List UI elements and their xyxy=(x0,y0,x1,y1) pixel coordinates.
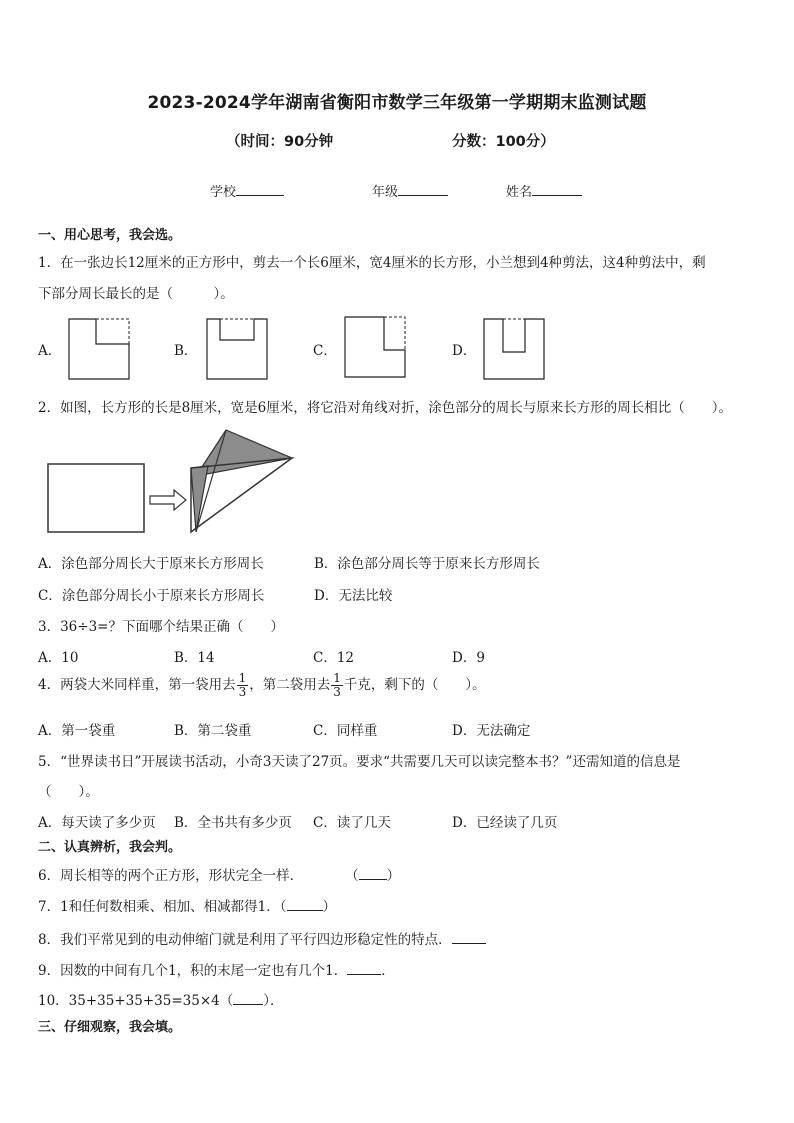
page-title: 2023-2024学年湖南省衡阳市数学三年级第一学期期末监测试题 xyxy=(147,93,647,113)
q4-part1: 4．两袋大米同样重，第一袋用去 xyxy=(38,677,236,693)
q3-option-b[interactable]: B．14 xyxy=(174,650,215,666)
q9-period: ． xyxy=(381,963,395,979)
q4-fraction-2 xyxy=(331,672,343,699)
q1-figure-c xyxy=(344,316,406,378)
q6-text xyxy=(38,864,400,884)
grade-field[interactable] xyxy=(372,181,448,200)
q2-arrow-icon xyxy=(150,490,186,510)
q2-option-d[interactable]: D．无法比较 xyxy=(314,588,393,604)
section-3-heading: 三、仔细观察，我会填。 xyxy=(38,1020,182,1035)
q2-text: 2．如图，长方形的长是8厘米，宽是6厘米，将它沿对角线对折，涂色部分的周长与原来长方形的周长相比（ ）。 xyxy=(38,400,733,416)
name-field[interactable] xyxy=(506,181,582,200)
q2-option-b[interactable]: B．涂色部分周长等于原来长方形周长 xyxy=(314,556,540,572)
q4-option-d[interactable]: D．无法确定 xyxy=(452,723,531,739)
q7-statement: 7．1和任何数相乘、相加、相减都得1．（ xyxy=(38,899,287,915)
q6-close-paren: ） xyxy=(386,868,401,884)
q6-open-paren: （ xyxy=(345,868,359,884)
q1-text-line2: 下部分周长最长的是（ ）。 xyxy=(38,286,234,302)
q2-option-a[interactable]: A．涂色部分周长大于原来长方形周长 xyxy=(38,556,264,572)
q10-close-paren: ）． xyxy=(263,993,284,1009)
exam-time: （时间：90分钟 xyxy=(226,134,334,150)
section-1-heading: 一、用心思考，我会选。 xyxy=(38,228,182,243)
q10-answer-blank[interactable] xyxy=(233,992,263,1005)
school-blank[interactable] xyxy=(236,183,284,196)
q2-figure xyxy=(46,428,298,536)
q5-option-b[interactable]: B．全书共有多少页 xyxy=(174,815,292,831)
name-blank[interactable] xyxy=(532,183,582,196)
q1-option-b-label[interactable]: B． xyxy=(174,343,198,359)
q2-original-rectangle xyxy=(48,464,144,532)
q1-option-c-label[interactable]: C． xyxy=(313,343,337,359)
q4-frac1-den: 3 xyxy=(238,685,247,699)
school-label: 学校 xyxy=(210,185,237,200)
q6-statement: 6．周长相等的两个正方形，形状完全一样． xyxy=(38,868,304,884)
q5-option-a[interactable]: A．每天读了多少页 xyxy=(38,815,156,831)
name-label: 姓名 xyxy=(506,185,533,200)
q9-text xyxy=(38,959,395,979)
q1-figure-a xyxy=(68,318,130,380)
q7-answer-blank[interactable] xyxy=(287,898,323,911)
q4-part3: 千克，剩下的（ ）。 xyxy=(343,677,486,693)
section-2-heading: 二、认真辨析，我会判。 xyxy=(38,840,182,855)
q1-figure-d xyxy=(483,318,545,380)
school-field[interactable] xyxy=(210,181,284,200)
q3-text: 3．36÷3=？下面哪个结果正确（ ） xyxy=(38,619,284,635)
grade-blank[interactable] xyxy=(398,183,448,196)
q5-option-c[interactable]: C．读了几天 xyxy=(313,815,391,831)
q1-figure-b xyxy=(206,318,268,380)
q8-text xyxy=(38,928,486,948)
q4-frac2-num: 1 xyxy=(333,671,341,685)
q4-fraction-1 xyxy=(237,672,249,699)
q8-answer-blank[interactable] xyxy=(452,931,486,944)
q4-option-a[interactable]: A．第一袋重 xyxy=(38,723,116,739)
q6-answer-blank[interactable] xyxy=(359,867,387,880)
q7-close-paren: ） xyxy=(322,899,337,915)
q4-frac2-den: 3 xyxy=(333,685,341,699)
q9-answer-blank[interactable] xyxy=(347,962,381,975)
q1-option-d-label[interactable]: D． xyxy=(452,343,477,359)
q1-text-line1: 1．在一张边长12厘米的正方形中，剪去一个长6厘米，宽4厘米的长方形，小兰想到4种剪法，这4种剪法中，剩 xyxy=(38,255,706,271)
q2-option-c[interactable]: C．涂色部分周长小于原来长方形周长 xyxy=(38,588,265,604)
q4-text xyxy=(38,672,486,699)
q5-text-line2: （ ）。 xyxy=(38,784,99,800)
q4-frac1-num: 1 xyxy=(238,671,247,685)
q4-part2: ，第二袋用去 xyxy=(249,677,331,693)
q3-option-c[interactable]: C．12 xyxy=(313,650,355,666)
q9-statement: 9．因数的中间有几个1，积的末尾一定也有几个1． xyxy=(38,963,348,979)
exam-score: 分数：100分） xyxy=(452,134,555,150)
q3-option-d[interactable]: D．9 xyxy=(452,650,485,666)
q7-text xyxy=(38,895,336,915)
q1-option-a-label[interactable]: A． xyxy=(38,343,62,359)
q4-option-c[interactable]: C．同样重 xyxy=(313,723,378,739)
q4-option-b[interactable]: B．第二袋重 xyxy=(174,723,252,739)
q8-statement: 8．我们平常见到的电动伸缩门就是利用了平行四边形稳定性的特点． xyxy=(38,932,452,948)
q5-text-line1: 5．“世界读书日”开展读书活动，小奇3天读了27页。要求“共需要几天可以读完整本书？”还需知道的信息是 xyxy=(38,754,681,770)
grade-label: 年级 xyxy=(372,185,399,200)
q3-option-a[interactable]: A．10 xyxy=(38,650,79,666)
q10-text xyxy=(38,989,283,1009)
q10-statement: 10．35+35+35+35=35×4（ xyxy=(38,993,234,1009)
q5-option-d[interactable]: D．已经读了几页 xyxy=(452,815,558,831)
